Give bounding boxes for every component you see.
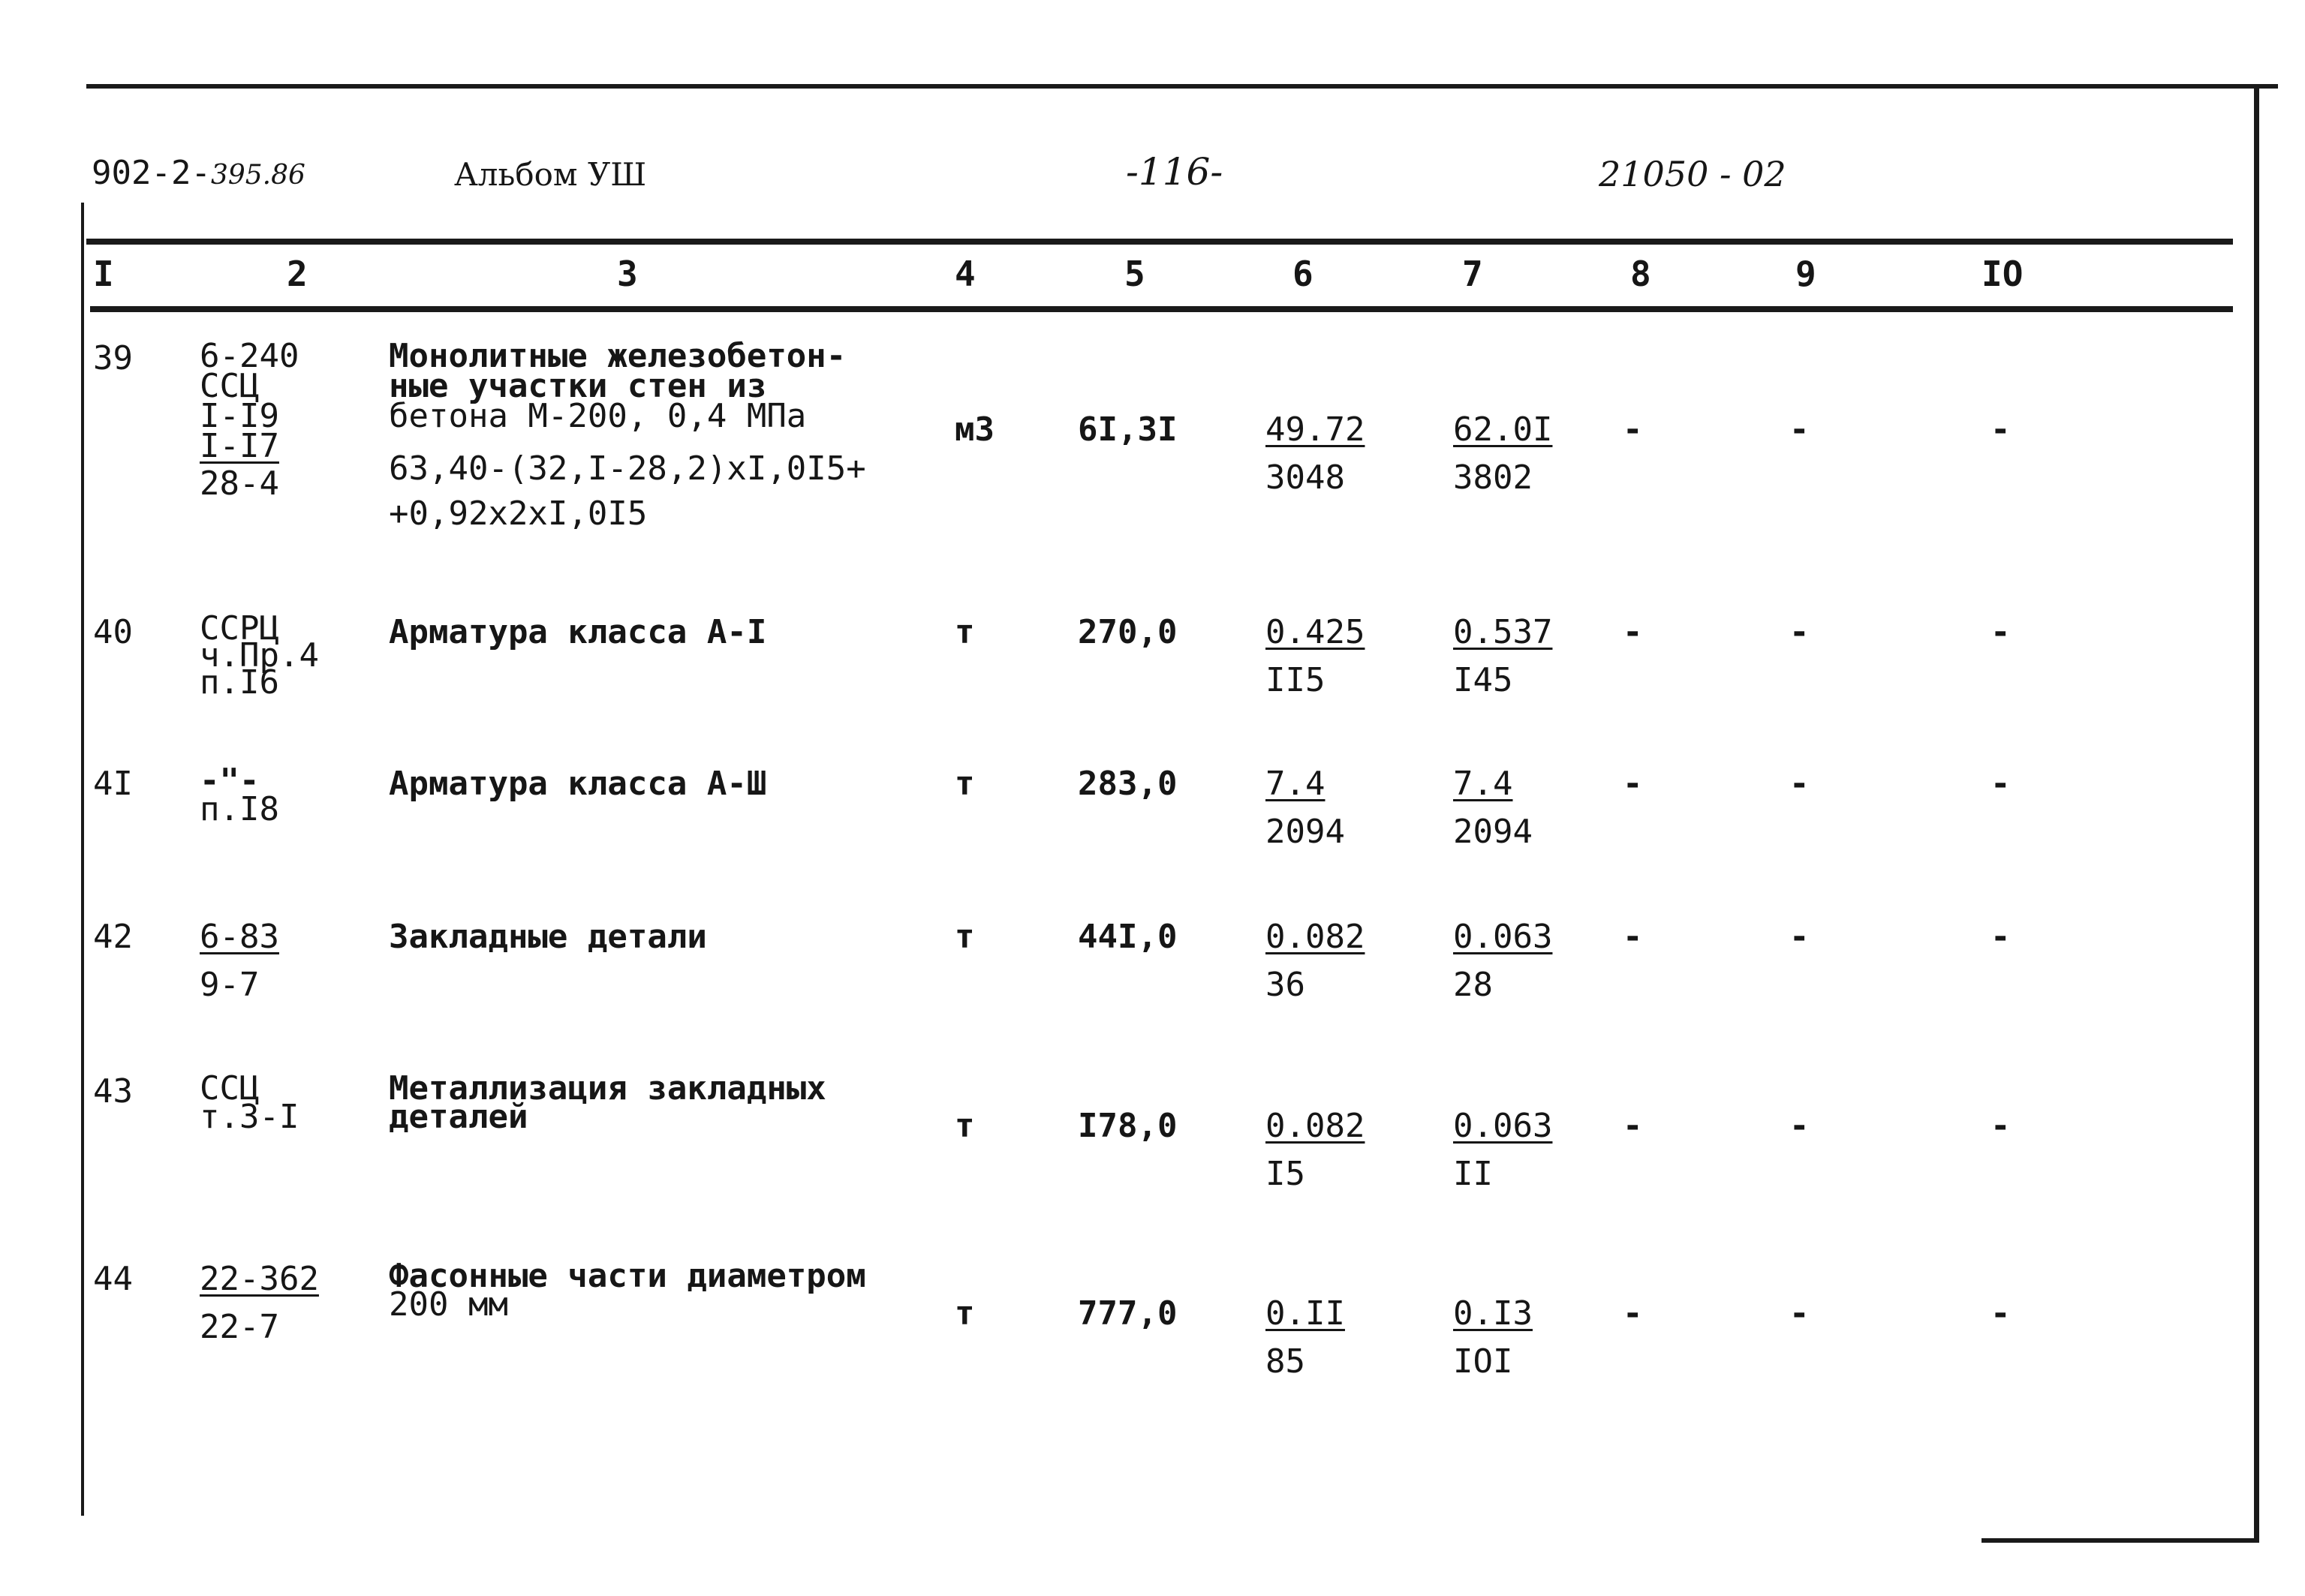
unit: т — [955, 1107, 975, 1145]
row-number: 42 — [93, 918, 133, 956]
quantity: 777,0 — [1078, 1294, 1178, 1333]
column-header: 7 — [1462, 254, 1483, 294]
price-unit-cost: 49.72 3048 — [1265, 410, 1365, 497]
column-8-value: - — [1623, 1294, 1643, 1333]
column-header: 3 — [617, 254, 638, 294]
row-number: 40 — [93, 613, 133, 651]
column-8-value: - — [1623, 613, 1643, 651]
norm-reference: 22-362 22-7 — [200, 1260, 319, 1346]
column-header: 4 — [955, 254, 976, 294]
row-number: 39 — [93, 339, 133, 377]
frame-bottom-line — [1982, 1538, 2259, 1543]
column-9-value: - — [1789, 410, 1810, 449]
column-header: 9 — [1795, 254, 1816, 294]
quantity: 6I,3I — [1078, 410, 1178, 449]
norm-reference: ССРЦ ч.Пр.4 п.I6 — [200, 609, 319, 702]
column-8-value: - — [1623, 765, 1643, 803]
unit: м3 — [955, 410, 995, 449]
price-unit-cost: 0.II 85 — [1265, 1294, 1345, 1381]
frame-left-line — [81, 203, 84, 1516]
column-8-value: - — [1623, 918, 1643, 956]
album-title: Альбом УШ — [454, 156, 647, 193]
column-header: 6 — [1292, 254, 1313, 294]
row-number: 44 — [93, 1260, 133, 1298]
item-description: Фасонные части диаметром 200 мм — [389, 1257, 866, 1324]
column-header: 2 — [287, 254, 308, 294]
column-header: 5 — [1124, 254, 1145, 294]
column-10-value: - — [1991, 613, 2011, 651]
header-bottom-rule — [90, 306, 2233, 312]
norm-reference: 6-83 9-7 — [200, 918, 279, 1004]
column-9-value: - — [1789, 765, 1810, 803]
price-total-cost: 7.4 2094 — [1453, 765, 1533, 851]
unit: т — [955, 918, 975, 956]
norm-reference: ССЦ т.3-I — [200, 1069, 299, 1136]
price-total-cost: 0.063 II — [1453, 1107, 1553, 1193]
column-9-value: - — [1789, 918, 1810, 956]
quantity: I78,0 — [1078, 1107, 1178, 1145]
price-unit-cost: 0.425 II5 — [1265, 613, 1365, 699]
price-total-cost: 0.537 I45 — [1453, 613, 1553, 699]
price-unit-cost: 0.082 36 — [1265, 918, 1365, 1004]
price-total-cost: 0.I3 IOI — [1453, 1294, 1533, 1381]
document-code-handwritten: 395.86 — [210, 160, 305, 191]
column-9-value: - — [1789, 1107, 1810, 1145]
norm-reference: -"- п.I8 — [200, 762, 279, 828]
column-9-value: - — [1789, 1294, 1810, 1333]
column-10-value: - — [1991, 765, 2011, 803]
norm-reference: 6-240 ССЦ I-I9 I-I7 28-4 — [200, 337, 299, 503]
column-10-value: - — [1991, 1294, 2011, 1333]
row-number: 43 — [93, 1072, 133, 1111]
quantity: 283,0 — [1078, 765, 1178, 803]
page-number: -116- — [1126, 150, 1223, 194]
column-header: 8 — [1630, 254, 1651, 294]
column-header: IO — [1982, 254, 2024, 294]
price-total-cost: 0.063 28 — [1453, 918, 1553, 1004]
column-10-value: - — [1991, 918, 2011, 956]
column-8-value: - — [1623, 1107, 1643, 1145]
unit: т — [955, 613, 975, 651]
column-9-value: - — [1789, 613, 1810, 651]
price-unit-cost: 7.4 2094 — [1265, 765, 1345, 851]
document-number: 21050 - 02 — [1599, 154, 1786, 194]
column-header: I — [93, 254, 114, 294]
column-8-value: - — [1623, 410, 1643, 449]
item-description: Арматура класса А-I — [389, 613, 767, 651]
quantity: 44I,0 — [1078, 918, 1178, 956]
item-description: Арматура класса А-Ш — [389, 765, 767, 803]
document-code-prefix: 902-2- — [92, 154, 211, 192]
row-number: 4I — [93, 765, 133, 803]
price-unit-cost: 0.082 I5 — [1265, 1107, 1365, 1193]
unit: т — [955, 1294, 975, 1333]
item-description: Монолитные железобетон- ные участки стен из бетона М-200, 0,4 МПа 63,40-(32,I-28,2)xI,0I5+ +0,92x2xI,0I5 — [389, 337, 866, 533]
price-total-cost: 62.0I 3802 — [1453, 410, 1553, 497]
item-description: Закладные детали — [389, 918, 707, 956]
unit: т — [955, 765, 975, 803]
document-code — [92, 154, 305, 192]
column-10-value: - — [1991, 1107, 2011, 1145]
quantity: 270,0 — [1078, 613, 1178, 651]
column-10-value: - — [1991, 410, 2011, 449]
frame-top-line — [86, 84, 2278, 89]
header-top-rule — [86, 239, 2233, 245]
item-description: Металлизация закладных деталей — [389, 1069, 826, 1136]
frame-right-line — [2254, 84, 2259, 1543]
